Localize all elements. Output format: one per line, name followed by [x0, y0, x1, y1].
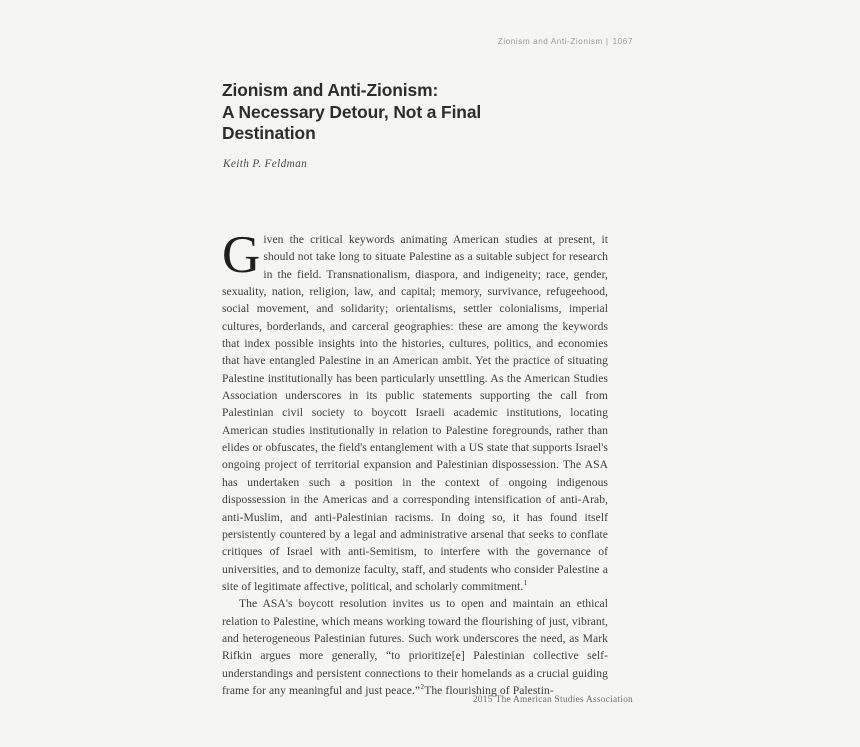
title-line-3: Destination: [222, 123, 316, 143]
footer-year: 2015: [472, 695, 493, 705]
page-footer: [222, 695, 633, 705]
running-head-page-number: 1067: [612, 37, 633, 46]
paragraph-2-text-after: The flourishing of Palestin-: [424, 683, 554, 697]
paragraph-2-text-before: The ASA's boycott resolution invites us to open and maintain an ethical relation to Palestine, which means working toward the flourishing of just, vibrant, and heterogeneous Palestinian futures. Such work underscores the need, as Mark Rifkin argues more generally, “to prioritize[e] Palestinian collective self-understandings and persistent connections to their homelands as a crucial guiding frame for any meaningful and just peace.”: [222, 597, 608, 697]
title-block: [222, 80, 642, 145]
page-title: [222, 80, 642, 145]
paragraph-1-text: iven the critical keywords animating American studies at present, it should not take long to situate Palestine as a suitable subject for research in the field. Transnationalism, diaspora, and indigeneity; race, gender, sexuality, nation, religion, law, and capital; memory, survivance, refugeehood, social movement, and solidarity; orientalisms, settler colonialisms, imperial cultures, borderlands, and carceral geographies: these are among the keywords that index possible insights into the histories, cultures, politics, and economies that have entangled Palestine in an American ambit. Yet the practice of situating Palestine institutionally has been particularly unsettling. As the American Studies Association underscores in its public statements supporting the call from Palestinian civil society to boycott Israeli academic institutions, locating American studies institutionally in relation to Palestine foregrounds, rather than elides or obfuscates, the field's entanglement with a US state that supports Israel's ongoing project of territorial expansion and Palestinian dispossession. The ASA has undertaken such a position in the context of ongoing indigenous dispossession in the Americas and a corresponding intensification of anti-Arab, anti-Muslim, and anti-Palestinian racisms. In doing so, it has found itself persistently countered by a legal and administrative arsenal that seeks to conflate critiques of Israel with anti-Semitism, to interfere with the governance of universities, and to demonize faculty, staff, and students who consider Palestine a site of legitimate affective, political, and scholarly commitment.: [222, 233, 608, 593]
footnote-marker-1[interactable]: 1: [523, 579, 528, 588]
drop-cap: G: [222, 226, 261, 284]
footer-publisher: The American Studies Association: [495, 695, 633, 705]
running-head-title: Zionism and Anti-Zionism: [497, 37, 603, 46]
article-body: [222, 226, 608, 699]
author-byline: Keith P. Feldman: [223, 158, 308, 170]
footnote-marker-2[interactable]: 2: [420, 683, 425, 692]
running-head: [222, 37, 633, 46]
title-line-2: A Necessary Detour, Not a Final: [222, 101, 482, 122]
running-head-separator: |: [605, 37, 609, 46]
paragraph-2: [222, 595, 608, 699]
title-line-1: Zionism and Anti-Zionism:: [222, 80, 439, 100]
paragraph-1: [222, 226, 608, 595]
